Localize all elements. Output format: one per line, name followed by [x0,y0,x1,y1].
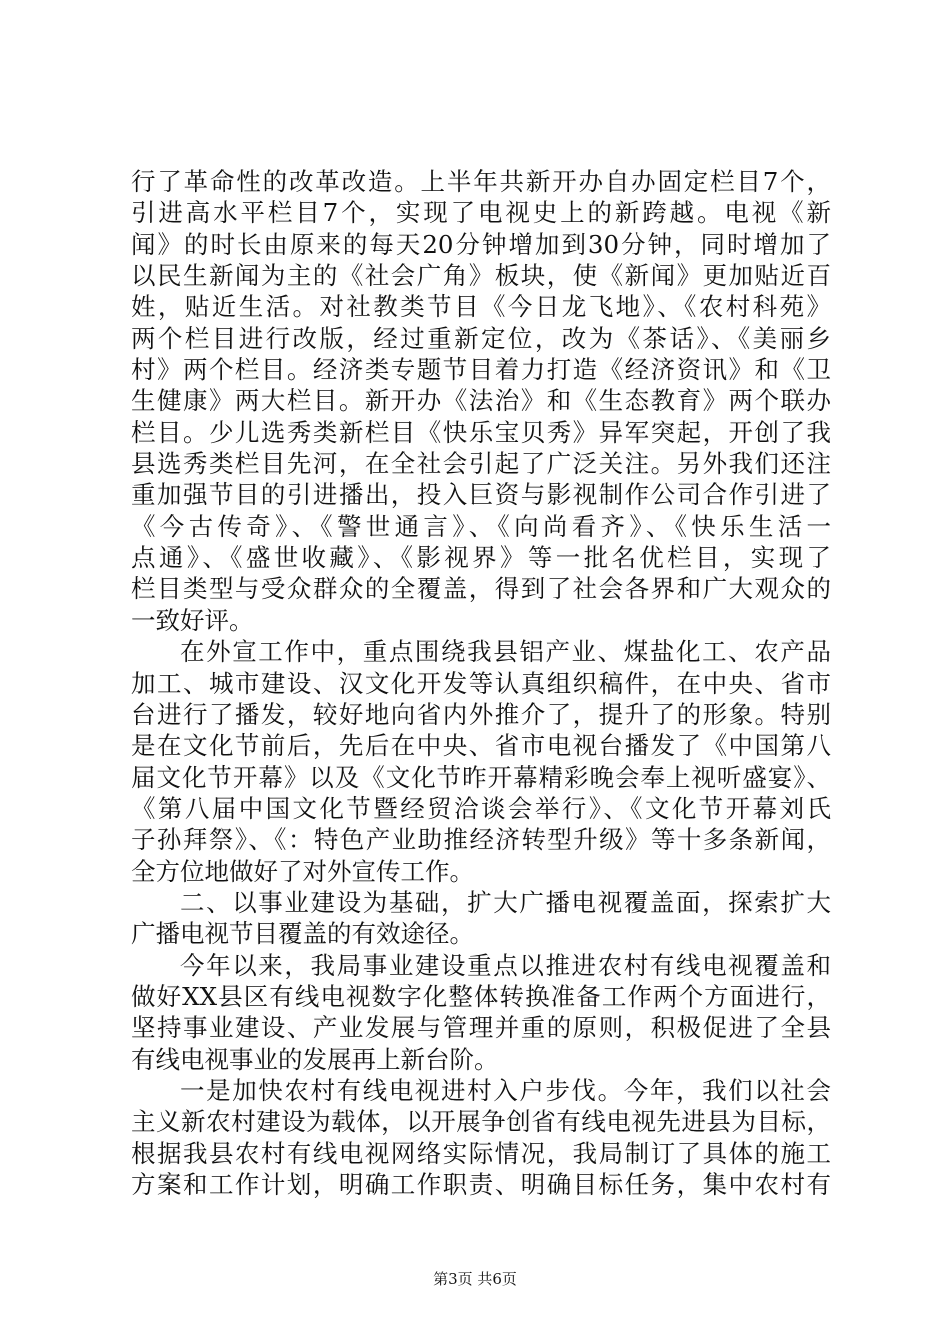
text-line: 点通》、《盛世收藏》、《影视界》等一批名优栏目，实现了 [131,543,831,573]
text-line: 行了革命性的改革改造。上半年共新开办自办固定栏目7个， [131,167,831,196]
text-line: 在外宣工作中，重点围绕我县铝产业、煤盐化工、农产品 [180,637,831,667]
text-line: 《今古传奇》、《警世通言》、《向尚看齐》、《快乐生活一 [131,511,831,541]
text-line: 坚持事业建设、产业发展与管理并重的原则，积极促进了全县 [131,1013,831,1043]
text-line: 引进高水平栏目7个，实现了电视史上的新跨越。电视《新 [131,198,831,228]
text-line: 《第八届中国文化节暨经贸洽谈会举行》、《文化节开幕刘氏 [131,793,831,823]
text-line: 主义新农村建设为载体，以开展争创省有线电视先进县为目标， [131,1107,831,1137]
text-line: 栏目类型与受众群众的全覆盖，得到了社会各界和广大观众的 [131,574,831,604]
text-line: 全方位地做好了对外宣传工作。 [131,856,474,886]
text-line: 做好XX县区有线电视数字化整体转换准备工作两个方面进行， [131,981,831,1011]
text-line: 闻》的时长由原来的每天20分钟增加到30分钟，同时增加了 [131,229,831,259]
page-number-footer: 第3页 共6页 [433,1270,517,1288]
text-line: 有线电视事业的发展再上新台阶。 [131,1044,499,1074]
text-line: 广播电视节目覆盖的有效途径。 [131,919,474,949]
text-line: 台进行了播发，较好地向省内外推介了，提升了的形象。特别 [131,699,831,729]
text-line: 以民生新闻为主的《社会广角》板块，使《新闻》更加贴近百 [131,261,831,291]
text-line: 村》两个栏目。经济类专题节目着力打造《经济资讯》和《卫 [131,355,831,385]
text-line: 子孙拜祭》、《：特色产业助推经济转型升级》等十多条新闻， [131,825,831,855]
text-line: 方案和工作计划，明确工作职责、明确目标任务，集中农村有 [131,1170,831,1199]
text-line: 加工、城市建设、汉文化开发等认真组织稿件，在中央、省市 [131,668,831,698]
text-line: 姓，贴近生活。对社教类节目《今日龙飞地》、《农村科苑》 [131,292,831,322]
text-line: 今年以来，我局事业建设重点以推进农村有线电视覆盖和 [180,950,831,980]
text-line: 一是加快农村有线电视进村入户步伐。今年，我们以社会 [180,1075,831,1105]
text-line: 是在文化节前后，先后在中央、省市电视台播发了《中国第八 [131,731,831,761]
text-line: 生健康》两大栏目。新开办《法治》和《生态教育》两个联办 [131,386,831,416]
text-line: 县选秀类栏目先河，在全社会引起了广泛关注。另外我们还注 [131,449,831,479]
text-line: 根据我县农村有线电视网络实际情况，我局制订了具体的施工 [131,1138,831,1168]
text-line: 两个栏目进行改版，经过重新定位，改为《茶话》、《美丽乡 [131,323,831,353]
text-line: 栏目。少儿选秀类新栏目《快乐宝贝秀》异军突起，开创了我 [131,417,831,447]
text-line: 二、以事业建设为基础，扩大广播电视覆盖面，探索扩大 [180,887,831,917]
text-line: 届文化节开幕》以及《文化节昨开幕精彩晚会奉上视听盛宴》、 [131,762,831,792]
document-body [131,166,831,1200]
text-line: 重加强节目的引进播出，投入巨资与影视制作公司合作引进了 [131,480,831,510]
text-line: 一致好评。 [131,605,254,635]
